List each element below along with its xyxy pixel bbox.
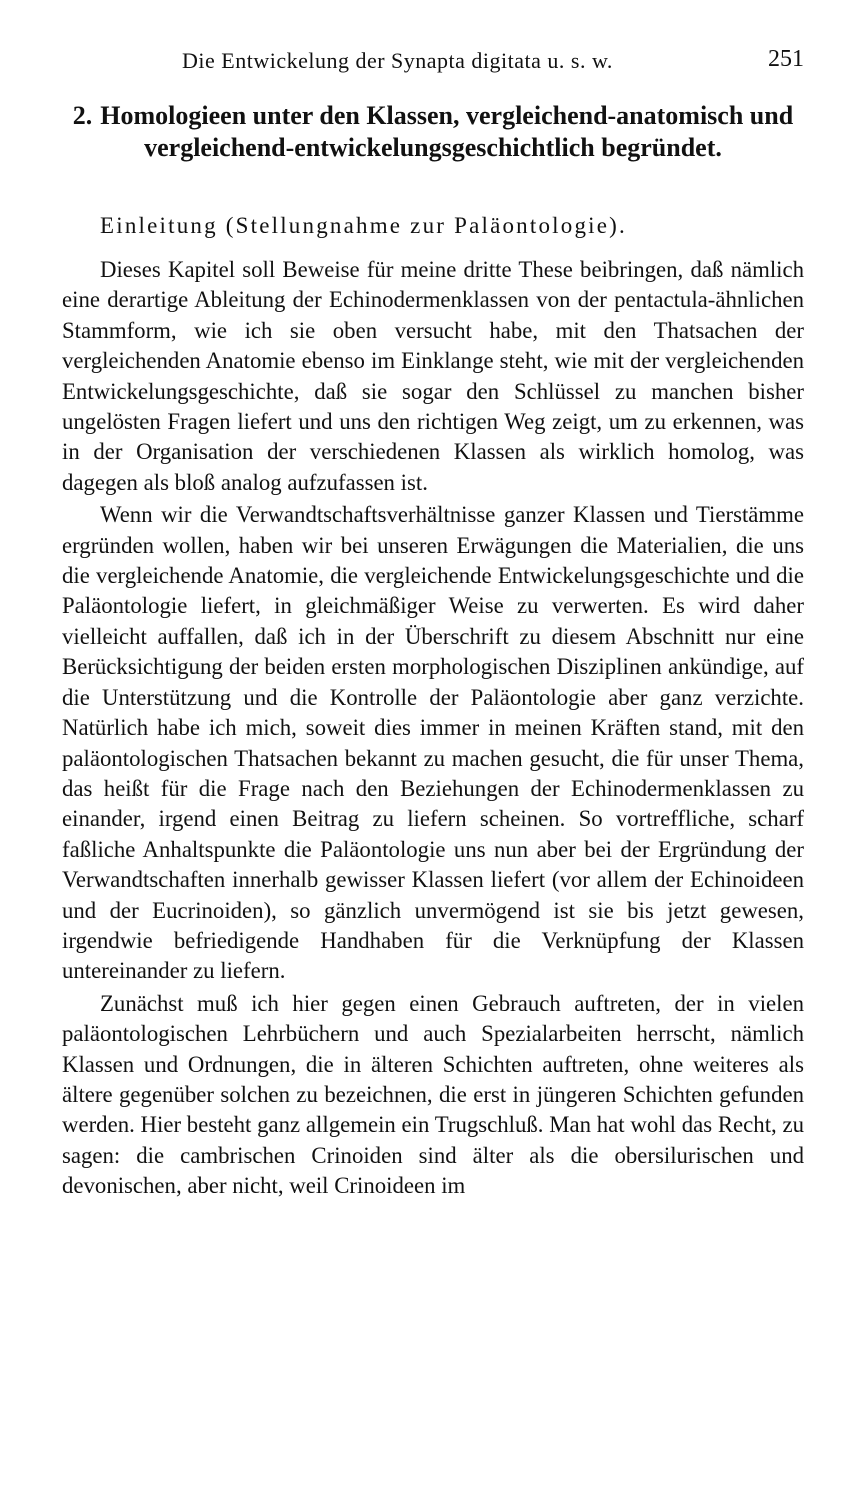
paragraph-3: Zunächst muß ich hier gegen einen Gebrauch auftreten, der in vielen paläontologischen Lehrbüchern und auch Spezialarbeiten herrscht, nämlich Klassen und Ordnungen, die in älteren Schichten auftreten, ohne weiteres als ältere gegenüber solchen zu bezeichnen, die erst in jüngeren Schichten gefunden werden. Hier besteht ganz allgemein ein Trugschluß. Man hat wohl das Recht, zu sagen: die cambrischen Crinoiden sind älter als die obersilurischen und devonischen, aber nicht, weil Crinoideen im bbox=[62, 990, 804, 1199]
section-title: Homologieen unter den Klassen, vergleichend-anatomisch und vergleichend-entwickelungsgeschichtlich begründet. bbox=[100, 101, 794, 162]
running-title: Die Entwickelung der Synapta digitata u. s. w. bbox=[182, 48, 613, 73]
paragraph-1: Dieses Kapitel soll Beweise für meine dritte These beibringen, daß nämlich eine derartige Ableitung der Echinodermenklassen von der pentactula-ähnlichen Stammform, wie ich sie oben versucht habe, mit den Thatsachen der vergleichenden Anatomie ebenso im Einklange steht, wie mit der vergleichenden Entwickelungsgeschichte, daß sie sogar den Schlüssel zu manchen bisher ungelösten Fragen liefert und uns den richtigen Weg zeigt, um zu erkennen, was in der Organisation der verschiedenen Klassen als wirklich homolog, was dagegen als bloß analog aufzufassen ist. bbox=[62, 257, 804, 495]
body-text bbox=[62, 255, 804, 1202]
subheading: Einleitung (Stellungnahme zur Paläontologie). bbox=[100, 213, 627, 238]
section-number: 2. bbox=[72, 101, 93, 130]
paragraph-2: Wenn wir die Verwandtschaftsverhältnisse ganzer Klassen und Tierstämme ergründen wollen, haben wir bei unseren Erwägungen die Materialien, die uns die vergleichende Anatomie, die vergleichende Entwickelungsgeschichte und die Paläontologie liefert, in gleichmäßiger Weise zu verwerten. Es wird daher vielleicht auffallen, daß ich in der Überschrift zu diesem Abschnitt nur eine Berücksichtigung der beiden ersten morphologischen Disziplinen ankündige, auf die Unterstützung und die Kontrolle der Paläontologie aber ganz verzichte. Natürlich habe ich mich, soweit dies immer in meinen Kräften stand, mit den paläontologischen Thatsachen bekannt zu machen gesucht, die für unser Thema, das heißt für die Frage nach den Beziehungen der Echinodermenklassen zu einander, irgend einen Beitrag zu liefern scheinen. So vortreffliche, scharf faßliche Anhaltspunkte die Paläontologie uns nun aber bei der Ergründung der Verwandtschaften innerhalb gewisser Klassen liefert (vor allem der Echinoideen und der Eucrinoiden), so gänzlich unvermögend ist sie bis jetzt gewesen, irgendwie befriedigende Handhaben für die Verknüpfung der Klassen untereinander zu liefern. bbox=[62, 502, 804, 984]
running-header bbox=[62, 48, 804, 80]
section-heading bbox=[62, 100, 804, 164]
page-number: 251 bbox=[768, 46, 804, 72]
